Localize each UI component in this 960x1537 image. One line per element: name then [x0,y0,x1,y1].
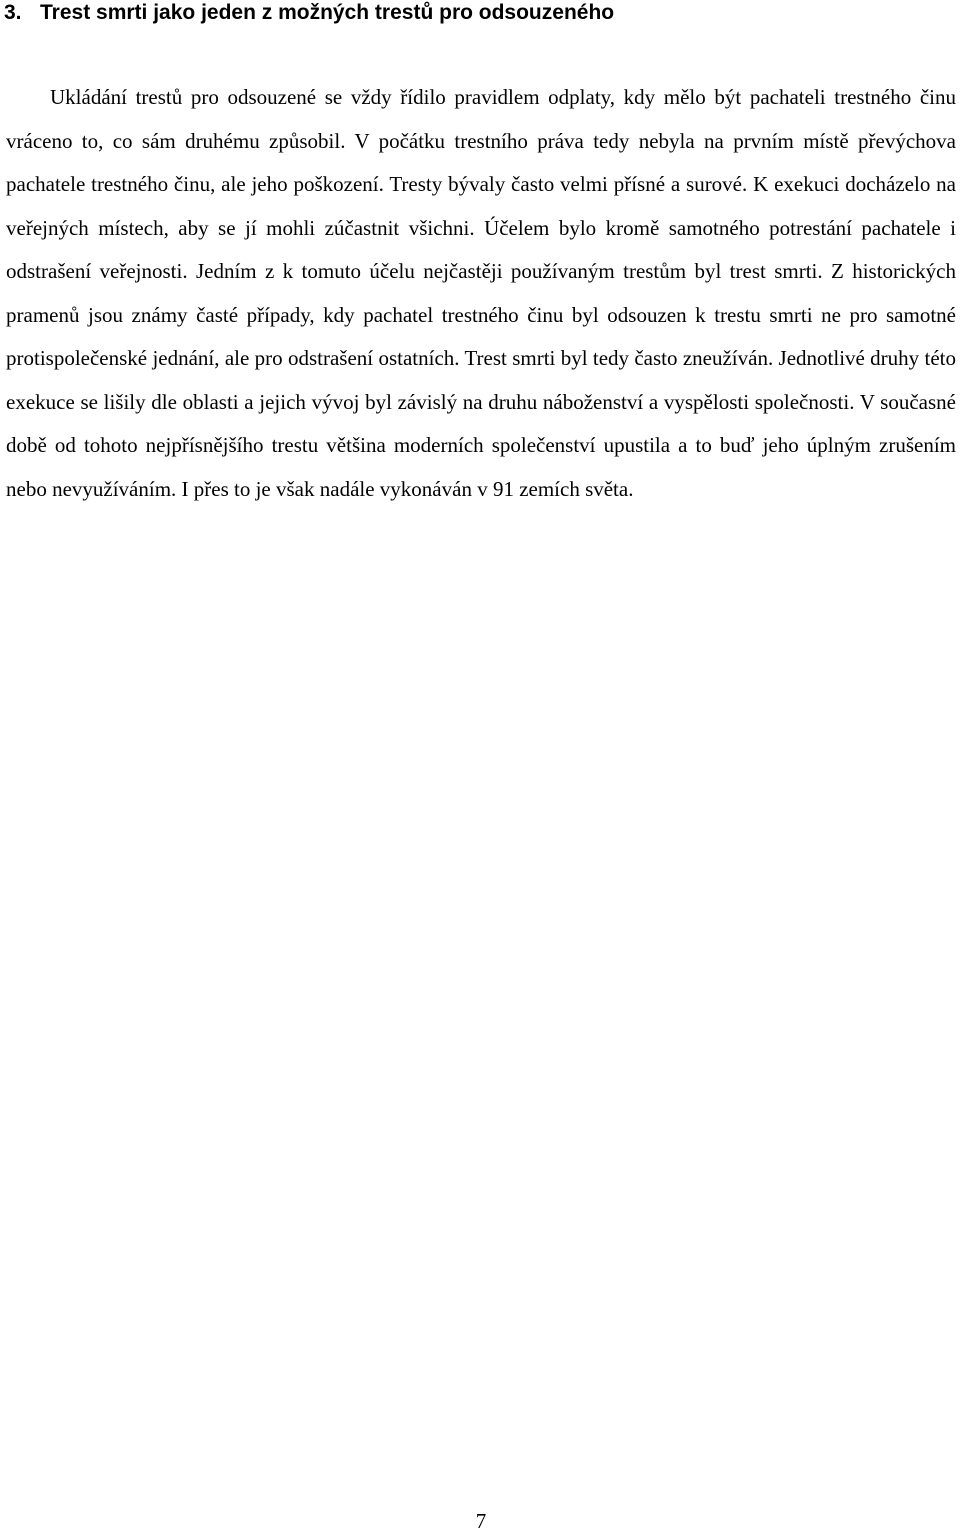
section-title: Trest smrti jako jeden z možných trestů pro odsouzeného [40,1,615,24]
body-paragraph: Ukládání trestů pro odsouzené se vždy řídilo pravidlem odplaty, kdy mělo být pachateli trestného činu vráceno to, co sám druhému způsobil. V počátku trestního práva tedy nebyla na prvním místě převýchova pachatele trestného činu, ale jeho poškození. Tresty bývaly často velmi přísné a surové. K exekuci docházelo na veřejných místech, aby se jí mohli zúčastnit všichni. Účelem bylo kromě samotného potrestání pachatele i odstrašení veřejnosti. Jedním z k tomuto účelu nejčastěji používaným trestům byl trest smrti. Z historických pramenů jsou známy časté případy, kdy pachatel trestného činu byl odsouzen k trestu smrti ne pro samotné protispolečenské jednání, ale pro odstrašení ostatních. Trest smrti byl tedy často zneužíván. Jednotlivé druhy této exekuce se lišily dle oblasti a jejich vývoj byl závislý na druhu náboženství a vyspělosti společnosti. V současné době od tohoto nejpřísnějšího trestu většina moderních společenství upustila a to buď jeho úplným zrušením nebo nevyužíváním. I přes to je však nadále vykonáván v 91 zemích světa. [6,85,956,501]
section-heading [4,0,614,26]
section-number: 3. [4,1,22,24]
page-number: 7 [475,1509,487,1533]
